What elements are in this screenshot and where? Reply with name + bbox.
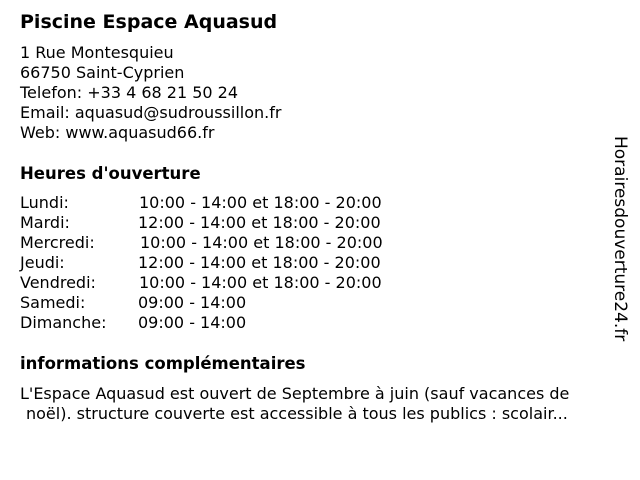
hours-day: Lundi: [20, 193, 69, 212]
hours-row [20, 253, 440, 273]
hours-day: Jeudi: [20, 253, 65, 272]
info-heading: informations complémentaires [20, 354, 306, 373]
hours-time: 09:00 - 14:00 [138, 293, 247, 312]
hours-row [20, 293, 440, 313]
hours-row [20, 193, 440, 213]
hours-time: 12:00 - 14:00 et 18:00 - 20:00 [138, 253, 381, 272]
address-street: 1 Rue Montesquieu [20, 43, 174, 62]
hours-row [20, 233, 440, 253]
address-email[interactable]: Email: aquasud@sudroussillon.fr [20, 103, 282, 122]
hours-row [20, 273, 440, 293]
hours-row [20, 313, 440, 333]
description-line: noël). structure couverte est accessible à tous les publics : scolair... [26, 404, 568, 423]
address-web[interactable]: Web: www.aquasud66.fr [20, 123, 215, 142]
hours-time: 09:00 - 14:00 [138, 313, 247, 332]
hours-day: Vendredi: [20, 273, 96, 292]
address-block [20, 43, 281, 143]
hours-heading: Heures d'ouverture [20, 164, 201, 183]
hours-row [20, 213, 440, 233]
description [20, 384, 620, 424]
hours-day: Dimanche: [20, 313, 107, 332]
hours-time: 10:00 - 14:00 et 18:00 - 20:00 [139, 273, 382, 292]
hours-table [20, 193, 440, 333]
page-title: Piscine Espace Aquasud [20, 11, 278, 33]
hours-day: Mardi: [20, 213, 70, 232]
description-line: L'Espace Aquasud est ouvert de Septembre à juin (sauf vacances de [20, 384, 570, 403]
address-phone[interactable]: Telefon: +33 4 68 21 50 24 [20, 83, 239, 102]
hours-time: 10:00 - 14:00 et 18:00 - 20:00 [139, 193, 382, 212]
hours-time: 12:00 - 14:00 et 18:00 - 20:00 [138, 213, 381, 232]
hours-day: Mercredi: [20, 233, 95, 252]
watermark-text: Horairesdouverture24.fr [610, 136, 630, 342]
address-city: 66750 Saint-Cyprien [20, 63, 185, 82]
hours-time: 10:00 - 14:00 et 18:00 - 20:00 [140, 233, 383, 252]
hours-day: Samedi: [20, 293, 86, 312]
